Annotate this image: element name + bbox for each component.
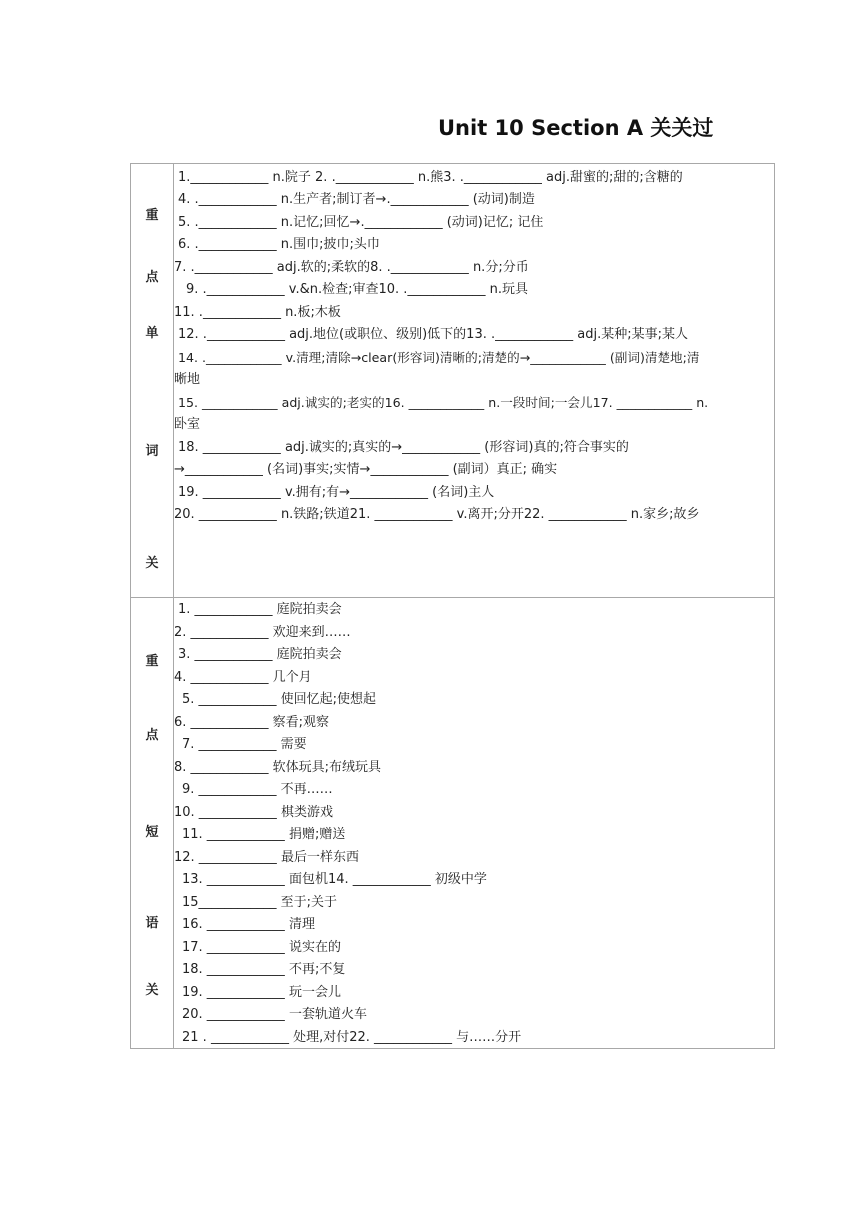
vocab-label-char: 重 <box>145 208 159 223</box>
phrase-line[interactable]: 12. ____________ 最后一样东西 <box>174 850 359 865</box>
vocab-line[interactable]: 15. ____________ adj.诚实的;老实的16. ____________ n.一段时间;一会儿17. ____________ n. <box>178 395 709 410</box>
vocab-line[interactable]: 4. .____________ n.生产者;制订者→.____________ (动词)制造 <box>178 192 535 207</box>
phrases-section <box>130 597 775 1049</box>
vocab-line[interactable]: →____________ (名词)事实;实情→____________ (副词）真正; 确实 <box>174 462 558 477</box>
vocab-line: 卧室 <box>174 417 201 432</box>
vocab-line[interactable]: 18. ____________ adj.诚实的;真实的→____________ (形容词)真的;符合事实的 <box>178 440 629 455</box>
phrases-label-column <box>131 598 174 1048</box>
phrase-line[interactable]: 11. ____________ 捐赠;赠送 <box>182 827 346 842</box>
vocab-label-char: 关 <box>145 556 159 571</box>
vocab-line[interactable]: 6. .____________ n.围巾;披巾;头巾 <box>178 237 380 252</box>
phrases-label-char: 重 <box>145 654 159 669</box>
vocab-label-column <box>131 164 174 597</box>
phrases-label-char: 语 <box>145 916 159 931</box>
vocab-line[interactable]: 20. ____________ n.铁路;铁道21. ____________ v.离开;分开22. ____________ n.家乡;故乡 <box>174 507 700 522</box>
vocab-line[interactable]: 5. .____________ n.记忆;回忆→.____________ (动词)记忆; 记住 <box>178 215 544 230</box>
phrase-line[interactable]: 1. ____________ 庭院拍卖会 <box>178 602 342 617</box>
vocab-line[interactable]: 1.____________ n.院子 2. .____________ n.熊3. .____________ adj.甜蜜的;甜的;含糖的 <box>178 170 683 185</box>
phrases-label-char: 点 <box>145 728 159 743</box>
phrase-line[interactable]: 4. ____________ 几个月 <box>174 670 312 685</box>
phrase-line[interactable]: 21 . ____________ 处理,对付22. ____________ 与……分开 <box>182 1030 522 1045</box>
page-title: Unit 10 Section A 关关过 <box>438 116 714 140</box>
phrase-line[interactable]: 7. ____________ 需要 <box>182 737 307 752</box>
vocab-line: 晰地 <box>174 372 201 387</box>
vocab-line[interactable]: 14. .____________ v.清理;清除→clear(形容词)清晰的;清楚的→____________ (副词)清楚地;清 <box>178 350 700 365</box>
vocab-line[interactable]: 7. .____________ adj.软的;柔软的8. .____________ n.分;分币 <box>174 260 529 275</box>
phrase-line[interactable]: 19. ____________ 玩一会儿 <box>182 985 341 1000</box>
vocab-line[interactable]: 19. ____________ v.拥有;有→____________ (名词)主人 <box>178 485 495 500</box>
vocab-label-char: 词 <box>145 444 159 459</box>
phrase-line[interactable]: 15____________ 至于;关于 <box>182 895 338 910</box>
phrases-label-char: 关 <box>145 983 159 998</box>
phrase-line[interactable]: 8. ____________ 软体玩具;布绒玩具 <box>174 760 382 775</box>
phrase-line[interactable]: 16. ____________ 清理 <box>182 917 315 932</box>
phrase-line[interactable]: 2. ____________ 欢迎来到…… <box>174 625 351 640</box>
vocab-label-char: 单 <box>145 326 159 341</box>
phrase-line[interactable]: 3. ____________ 庭院拍卖会 <box>178 647 342 662</box>
phrase-line[interactable]: 20. ____________ 一套轨道火车 <box>182 1007 367 1022</box>
vocab-label-char: 点 <box>145 270 159 285</box>
phrase-line[interactable]: 17. ____________ 说实在的 <box>182 940 341 955</box>
phrase-line[interactable]: 18. ____________ 不再;不复 <box>182 962 346 977</box>
phrase-line[interactable]: 10. ____________ 棋类游戏 <box>174 805 333 820</box>
vocab-line[interactable]: 11. .____________ n.板;木板 <box>174 305 341 320</box>
vocab-line[interactable]: 9. .____________ v.&n.检查;审查10. .____________ n.玩具 <box>186 282 528 297</box>
phrase-line[interactable]: 13. ____________ 面包机14. ____________ 初级中学 <box>182 872 487 887</box>
vocab-section <box>130 163 775 598</box>
phrase-line[interactable]: 6. ____________ 察看;观察 <box>174 715 330 730</box>
vocab-line[interactable]: 12. .____________ adj.地位(或职位、级别)低下的13. .____________ adj.某种;某事;某人 <box>178 327 688 342</box>
phrases-label-char: 短 <box>145 825 159 840</box>
phrase-line[interactable]: 5. ____________ 使回忆起;使想起 <box>182 692 377 707</box>
phrase-line[interactable]: 9. ____________ 不再…… <box>182 782 333 797</box>
